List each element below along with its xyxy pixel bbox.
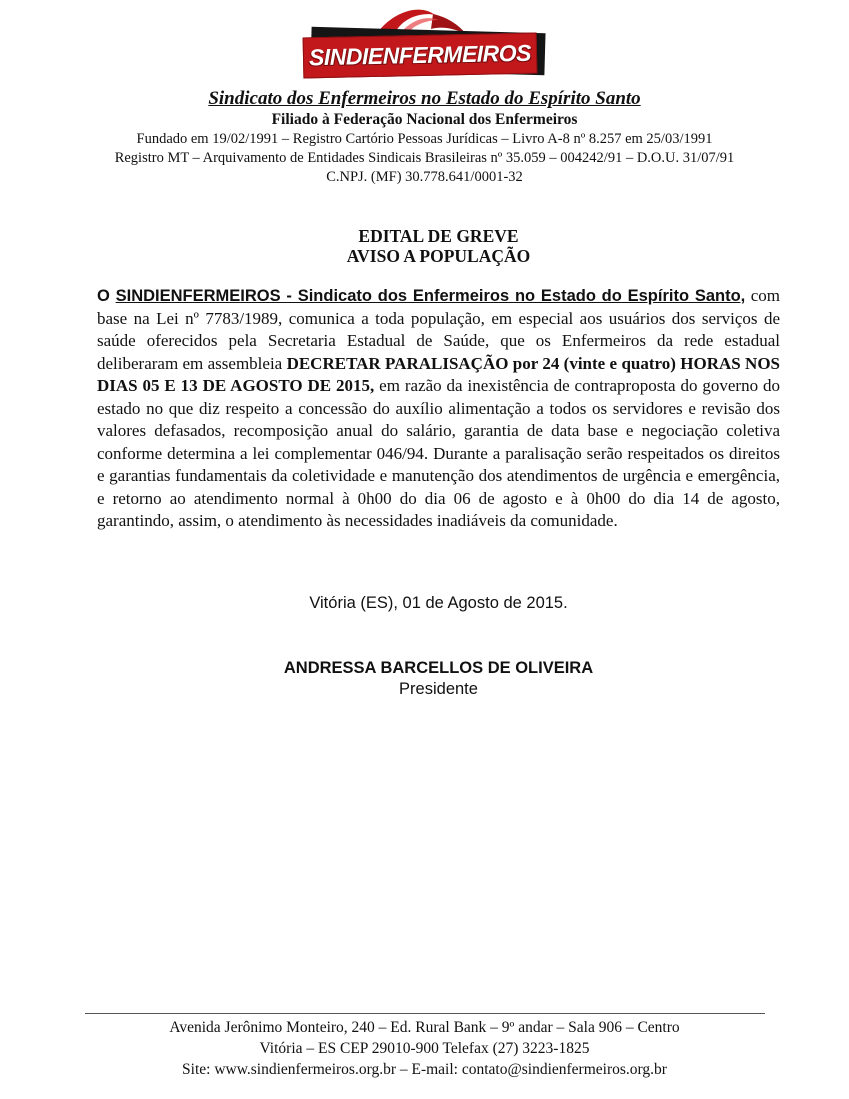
- body-paragraph: [97, 285, 780, 533]
- cnpj-line: C.NPJ. (MF) 30.778.641/0001-32: [326, 169, 523, 185]
- signature-role: Presidente: [399, 680, 478, 698]
- logo-banner: [302, 33, 537, 79]
- registry-line: Registro MT – Arquivamento de Entidades Sindicais Brasileiras nº 35.059 – 004242/91 – D.O.U. 31/07/91: [114, 150, 735, 166]
- footer-address: Avenida Jerônimo Monteiro, 240 – Ed. Rural Bank – 9º andar – Sala 906 – Centro: [169, 1019, 680, 1036]
- letterhead: [0, 87, 849, 187]
- title-line-1: EDITAL DE GREVE: [358, 226, 519, 246]
- footer-divider: [85, 1013, 765, 1014]
- footer-city-line: Vitória – ES CEP 29010-900 Telefax (27) 3223-1825: [259, 1040, 590, 1057]
- footer: [0, 1013, 849, 1080]
- body-intro-bold: O: [97, 287, 116, 305]
- body-strike-announcement: DECRETAR PARALISAÇÃO por 24 (vinte e quatro) HORAS NOS DIAS 05 E 13 DE AGOSTO DE 2015,: [97, 353, 781, 395]
- sindienfermeiros-logo: [295, 6, 555, 86]
- signature-name: ANDRESSA BARCELLOS DE OLIVEIRA: [283, 659, 594, 677]
- footer-contacts: Site: www.sindienfermeiros.org.br – E-mail: contato@sindienfermeiros.org.br: [182, 1061, 667, 1078]
- founding-line: Fundado em 19/02/1991 – Registro Cartório Pessoas Jurídicas – Livro A-8 nº 8.257 em 25/03/1991: [136, 131, 713, 147]
- org-name: Sindicato dos Enfermeiros no Estado do Espírito Santo: [208, 88, 641, 109]
- signature-block: [97, 658, 780, 700]
- body-org-bold-underline: SINDIENFERMEIROS - Sindicato dos Enfermeiros no Estado do Espírito Santo,: [115, 287, 746, 305]
- logo-text: SINDIENFERMEIROS: [308, 39, 531, 71]
- document-title: [97, 226, 780, 266]
- body-text-1: com base na Lei nº 7783/1989, comunica a toda população, em especial aos usuários dos serviços de saúde oferecidos pela Secretaria Estadual de Saúde, que os Enfermeiros da rede estadual deliberaram em assembleia: [97, 286, 780, 373]
- body-section: [97, 285, 780, 533]
- dateline: Vitória (ES), 01 de Agosto de 2015.: [309, 594, 568, 612]
- affiliation-line: Filiado à Federação Nacional dos Enfermeiros: [271, 111, 578, 128]
- body-text-2: em razão da inexistência de contraproposta do governo do estado no que diz respeito a concessão do auxílio alimentação a todos os servidores e revisão dos valores defasados, recomposição anual do salário, garantia de data base e negociação coletiva conforme determina a lei complementar 046/94. Durante a paralisação serão respeitados os direitos e garantias fundamentais da coletividade e manutenção dos atendimentos de urgência e emergência, e retorno ao atendimento normal à 0h00 do dia 06 de agosto e à 0h00 do dia 14 de agosto, garantindo, assim, o atendimento às necessidades inadiáveis da comunidade.: [97, 376, 780, 530]
- title-line-2: AVISO A POPULAÇÃO: [346, 246, 531, 266]
